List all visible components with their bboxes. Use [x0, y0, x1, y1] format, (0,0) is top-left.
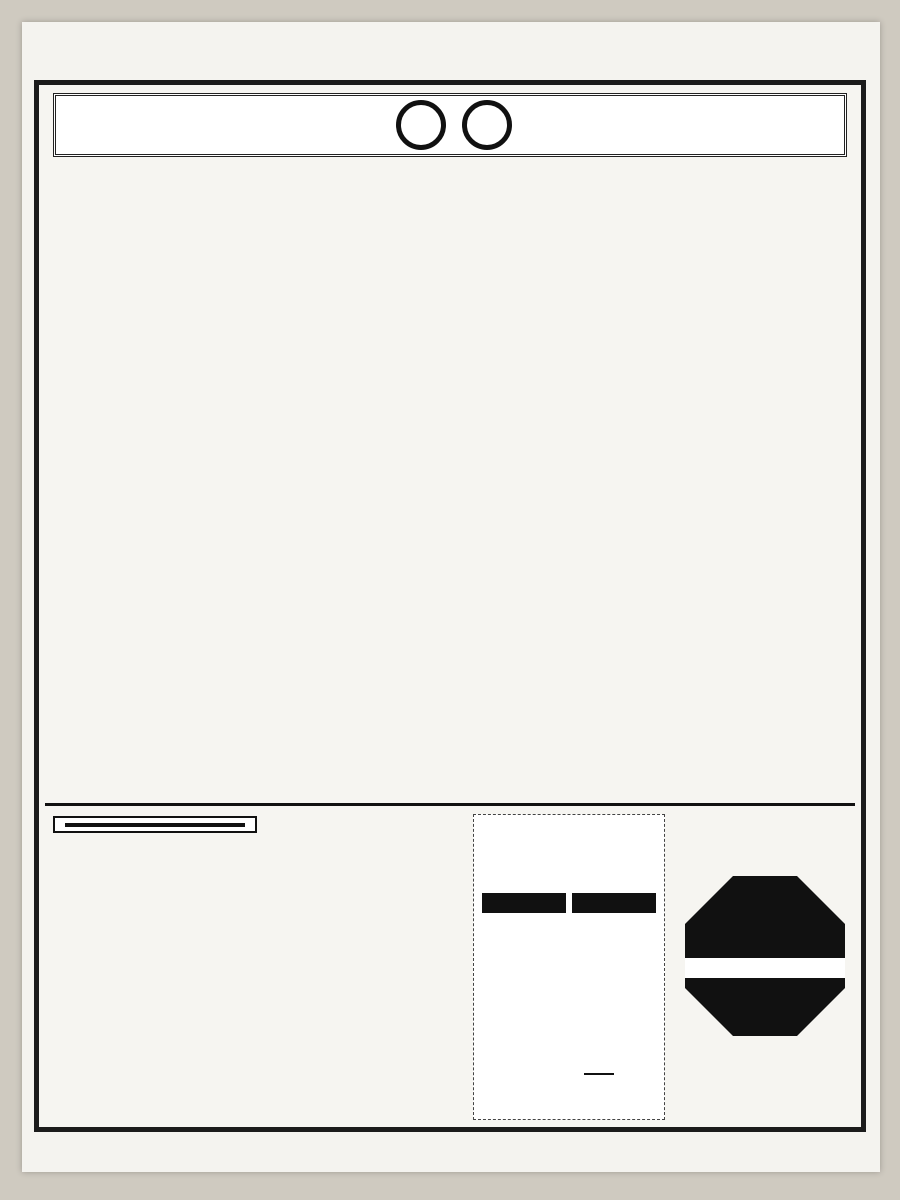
figaro-title: [55, 818, 255, 821]
banner-circle-five: [396, 100, 446, 150]
main-frame: [34, 80, 866, 1132]
perm-label: [572, 893, 656, 913]
figaro-badge: [685, 876, 845, 1036]
banner-circle-week: [462, 100, 512, 150]
bet-label: [482, 893, 566, 913]
week-fraction: [584, 1073, 614, 1075]
banner: [53, 93, 847, 157]
bottom-section: [45, 803, 855, 1132]
figaro-subtitle: [65, 823, 245, 827]
figaro-fixture-box: [53, 816, 257, 833]
group-of-favour-box: [473, 814, 665, 1120]
bet-perm-header: [482, 893, 656, 913]
figaro-badge-gold: [685, 958, 845, 978]
forecast-columns: [45, 161, 855, 797]
